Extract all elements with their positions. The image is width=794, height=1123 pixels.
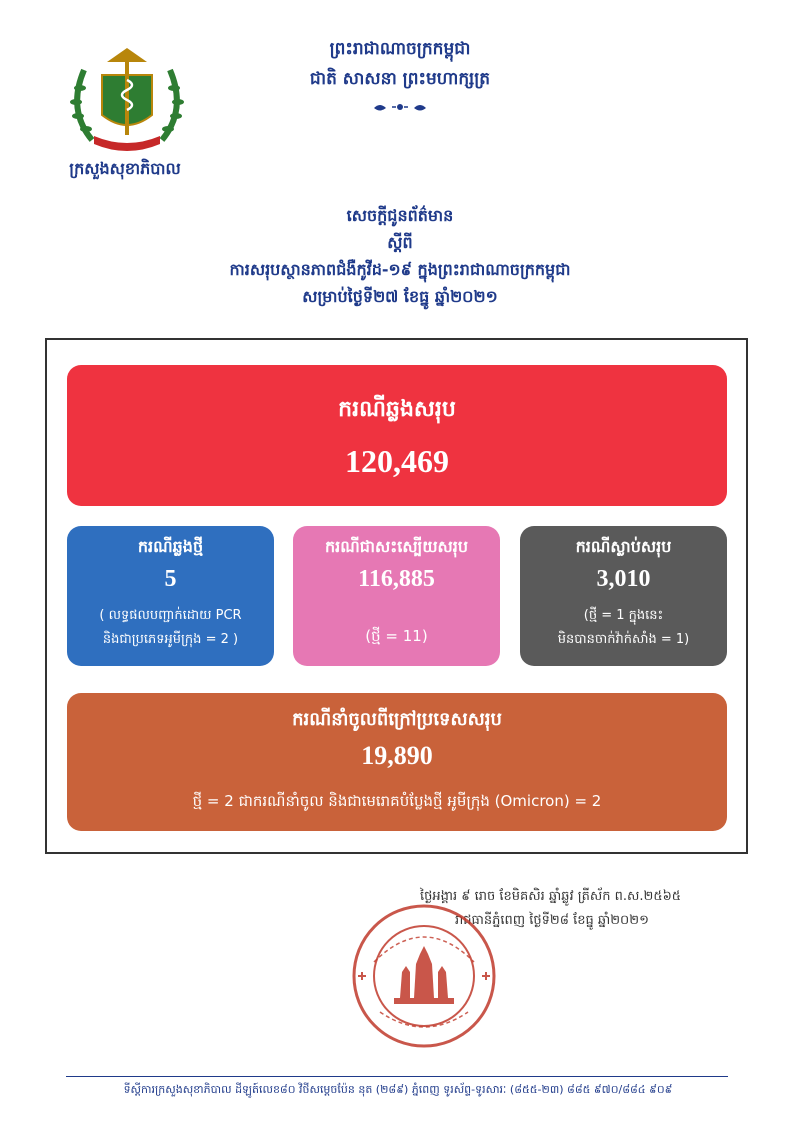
title-line-4: សម្រាប់ថ្ងៃទី២៧ ខែធ្នូ ឆ្នាំ២០២១: [302, 287, 498, 306]
recovered-value: 116,885: [358, 566, 435, 592]
title-line-2: ស្តីពី: [387, 233, 413, 252]
official-seal-icon: [344, 902, 504, 1050]
solar-date: រាជធានីភ្នំពេញ ថ្ងៃទី២៨ ខែធ្នូ ឆ្នាំ២០២១: [455, 913, 649, 928]
deaths-note-1: (ថ្មី = 1 ក្នុងនេះ: [583, 608, 664, 623]
imported-note: ថ្មី = 2 ជាករណីនាំចូល និងជាមេរោគបំប្លែងថ្មី អូមីក្រុង (Omicron) = 2: [192, 792, 602, 810]
new-cases-note-2: និងជាប្រភេទអូមីក្រុង = 2 ): [102, 632, 239, 647]
new-cases-value: 5: [164, 566, 177, 592]
title-line-3: ការសរុបស្ថានភាពជំងឺកូវីដ-១៩ ក្នុងព្រះរាជាណាចក្រកម្ពុជា: [229, 260, 571, 279]
imported-label: ករណីនាំចូលពីក្រៅប្រទេសសរុប: [292, 709, 502, 730]
deaths-value: 3,010: [596, 566, 651, 592]
recovered-card: [293, 526, 500, 666]
footer-address: ទីស្តីការក្រសួងសុខាភិបាល ដីឡូត៍លេខ៨០ វិថីសម្តេចប៉ែន នុត (២៨៩) ភ្នំពេញ ទូរស័ព្ទ-ទូរសារៈ (៨៥៥-២៣) ៨៨៥ ៩៧០/៨៨៤ ៩០៩: [123, 1083, 673, 1096]
ornament-icon: [370, 100, 430, 114]
title-line-1: សេចក្តីជូនព័ត៌មាន: [346, 206, 454, 225]
deaths-label: ករណីស្លាប់សរុប: [575, 537, 672, 556]
total-cases-card: [67, 365, 727, 506]
imported-value: 19,890: [361, 741, 433, 770]
new-cases-label: ករណីឆ្លងថ្មី: [137, 537, 204, 556]
lunar-date: ថ្ងៃអង្គារ ៩ រោច ខែមិគសិរ ឆ្នាំឆ្លូវ ត្រីស័ក ព.ស.២៥៦៥: [420, 889, 682, 904]
footer-divider: [66, 1076, 728, 1077]
ministry-name: ក្រសួងសុខាភិបាល: [69, 159, 181, 178]
recovered-label: ករណីជាសះស្បើយសរុប: [324, 537, 469, 556]
deaths-card: [520, 526, 727, 666]
total-cases-label: ករណីឆ្លងសរុប: [338, 397, 456, 422]
ministry-logo-icon: [62, 40, 192, 160]
kingdom-heading: ព្រះរាជាណាចក្រកម្ពុជា: [329, 39, 471, 59]
total-cases-value: 120,469: [345, 443, 449, 479]
new-cases-note-1: ( លទ្ធផលបញ្ជាក់ដោយ PCR: [99, 608, 242, 623]
new-cases-card: [67, 526, 274, 666]
recovered-note: (ថ្មី = 11): [365, 627, 428, 645]
deaths-note-2: មិនបានចាក់វ៉ាក់សាំង = 1): [557, 632, 690, 647]
imported-cases-card: [67, 693, 727, 831]
national-motto: ជាតិ សាសនា ព្រះមហាក្សត្រ: [309, 69, 491, 89]
